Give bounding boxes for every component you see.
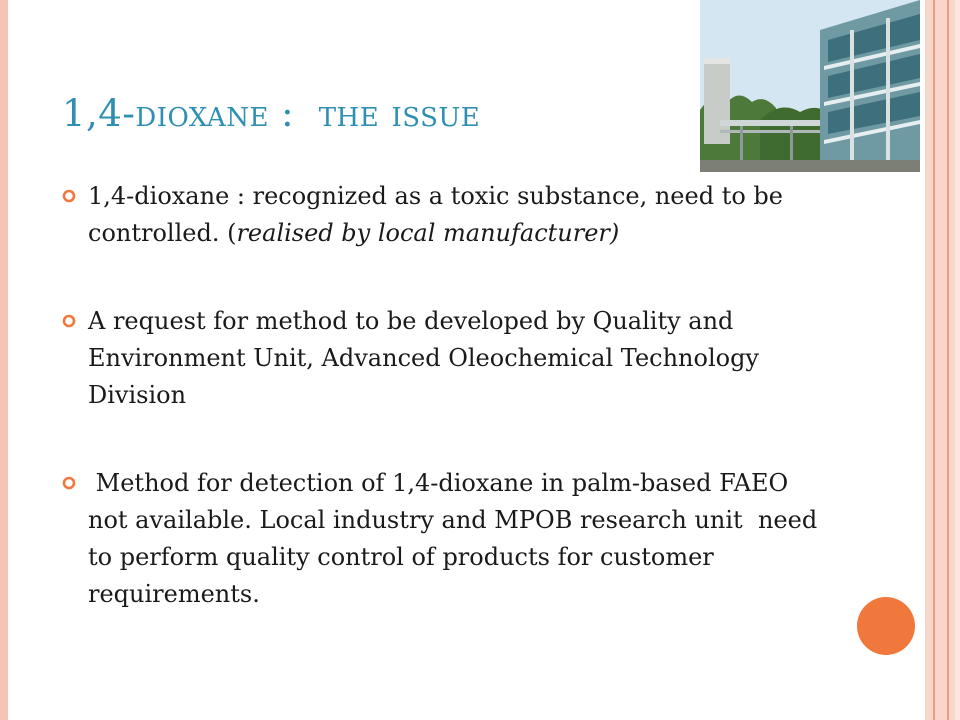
right-decorative-line [947, 0, 949, 720]
bullet-text: 1,4-dioxane : recognized as a toxic substance, need to be controlled. ( [88, 182, 783, 247]
bullet-list [62, 178, 825, 613]
slide-title-lead: 1,4- [62, 92, 136, 135]
left-decorative-stripe [0, 0, 8, 720]
ring-bullet-icon [62, 476, 76, 490]
right-decorative-edge [955, 0, 960, 720]
slide-title-tail: the issue [318, 92, 481, 135]
ring-bullet-icon [62, 189, 76, 203]
slide-title-main: dioxane : [135, 92, 295, 135]
right-decorative-band [925, 0, 955, 720]
factory-photo [700, 0, 920, 172]
orange-accent-dot [857, 597, 915, 655]
bullet-item-detection-method [62, 465, 825, 613]
bullet-emphasis: realised by local manufacturer) [236, 219, 620, 247]
slide-title [62, 92, 702, 136]
bullet-item-toxic-substance [62, 178, 822, 252]
ring-bullet-icon [62, 314, 76, 328]
bullet-text: Method for detection of 1,4-dioxane in palm-based FAEO not available. Local industry and MPOB research unit need to perform quality control of products for customer requirements. [88, 469, 825, 608]
bullet-text: A request for method to be developed by Quality and Environment Unit, Advanced Oleochemical Technology Division [88, 307, 759, 409]
right-decorative-line [933, 0, 935, 720]
bullet-item-method-request [62, 303, 822, 414]
